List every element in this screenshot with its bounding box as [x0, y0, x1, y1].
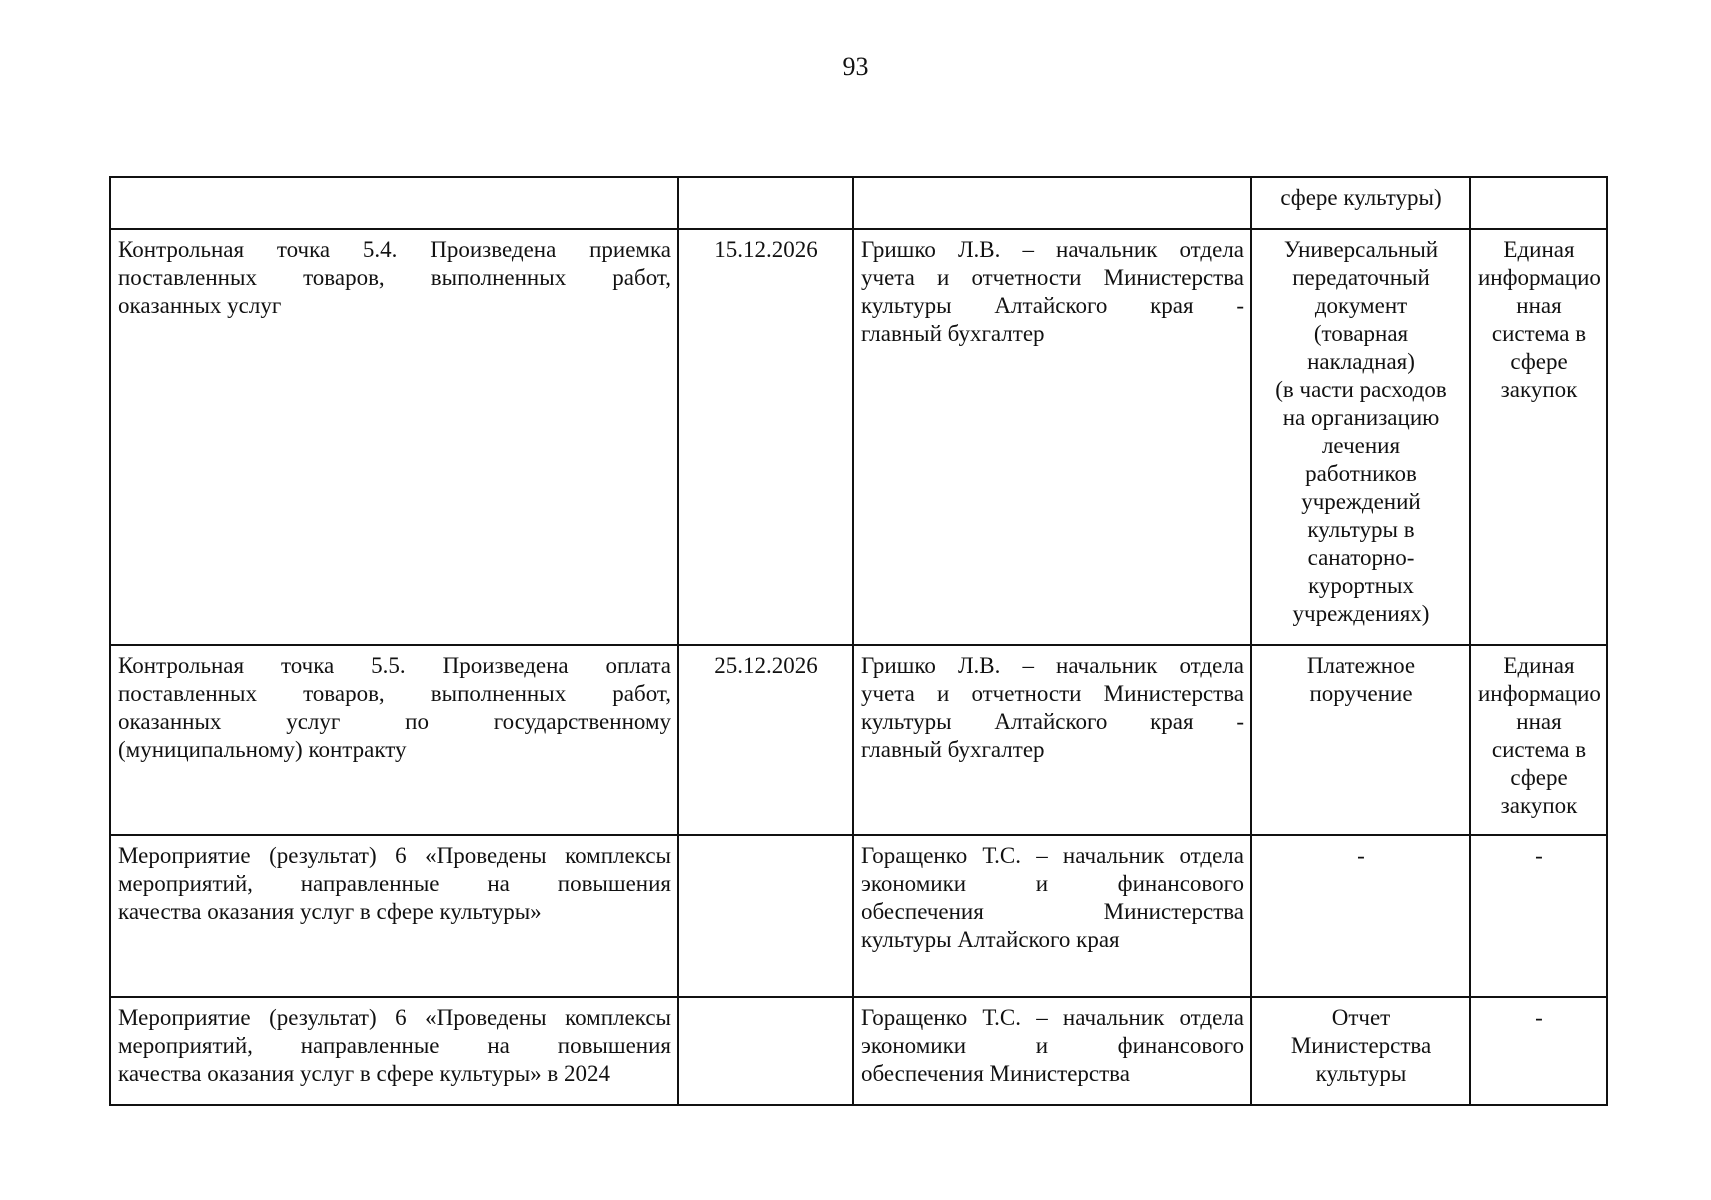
measure-name-line: поставленных товаров, выполненных работ, [118, 265, 671, 290]
document-line: накладная) [1307, 349, 1415, 374]
measure-name-cell [110, 645, 678, 835]
info-system-cell [1470, 997, 1607, 1105]
measure-name-cell [110, 177, 678, 229]
responsible-line: культуры Алтайского края [861, 927, 1120, 952]
responsible-cell [853, 835, 1251, 997]
info-system-line: закупок [1500, 793, 1578, 818]
document-line: (товарная [1313, 321, 1409, 346]
responsible-line: культуры Алтайского края - [861, 709, 1244, 734]
measure-name-cell [110, 835, 678, 997]
responsible-line: Гришко Л.В. – начальник отдела [861, 237, 1244, 262]
table-row [110, 835, 1607, 997]
date-cell [678, 835, 853, 997]
date-cell [678, 229, 853, 645]
responsible-line: учета и отчетности Министерства [861, 681, 1244, 706]
info-system-cell [1470, 177, 1607, 229]
measure-name-cell [110, 229, 678, 645]
info-system-cell [1470, 835, 1607, 997]
info-system-line: система в [1491, 737, 1587, 762]
info-system-line: - [1535, 1005, 1543, 1030]
responsible-line: обеспечения Министерства [861, 899, 1244, 924]
date-cell [678, 997, 853, 1105]
measure-name-line: Мероприятие (результат) 6 «Проведены комплексы [118, 1005, 671, 1030]
measure-name-line: качества оказания услуг в сфере культуры» [118, 899, 542, 924]
responsible-line: главный бухгалтер [861, 321, 1045, 346]
document-line: Универсальный [1283, 237, 1439, 262]
document-line: культуры [1315, 1061, 1407, 1086]
date-value: 25.12.2026 [714, 653, 818, 678]
document-line: Платежное [1306, 653, 1416, 678]
responsible-line: учета и отчетности Министерства [861, 265, 1244, 290]
document-line: курортных [1308, 573, 1414, 598]
info-system-line: Единая [1503, 237, 1575, 262]
info-system-line: Единая [1503, 653, 1575, 678]
responsible-line: Горащенко Т.С. – начальник отдела [861, 843, 1244, 868]
document-line: Министерства [1290, 1033, 1432, 1058]
date-value: 15.12.2026 [714, 237, 818, 262]
measure-name-line: оказанных услуг [118, 293, 282, 318]
responsible-cell [853, 177, 1251, 229]
table-row [110, 229, 1607, 645]
document-cell [1251, 177, 1470, 229]
measure-name-line: Мероприятие (результат) 6 «Проведены комплексы [118, 843, 671, 868]
document-cell [1251, 645, 1470, 835]
date-cell [678, 177, 853, 229]
document-cell [1251, 997, 1470, 1105]
document-line: учреждениях) [1292, 601, 1430, 626]
info-system-line: закупок [1500, 377, 1578, 402]
document-line: поручение [1309, 681, 1413, 706]
measure-name-line: Контрольная точка 5.4. Произведена приемка [118, 237, 671, 262]
responsible-line: культуры Алтайского края - [861, 293, 1244, 318]
measure-name-line: Контрольная точка 5.5. Произведена оплата [118, 653, 671, 678]
responsible-cell [853, 645, 1251, 835]
document-cell [1251, 835, 1470, 997]
document-line: лечения [1321, 433, 1401, 458]
plan-table [109, 176, 1608, 1106]
measure-name-line: оказанных услуг по государственному [118, 709, 671, 734]
responsible-line: Горащенко Т.С. – начальник отдела [861, 1005, 1244, 1030]
info-system-line: информацио [1478, 265, 1601, 290]
document-line: работников [1305, 461, 1417, 486]
document-line: Отчет [1331, 1005, 1391, 1030]
measure-name-line: качества оказания услуг в сфере культуры» в 2024 [118, 1061, 611, 1086]
document-line: (в части расходов [1275, 377, 1447, 402]
responsible-cell [853, 997, 1251, 1105]
responsible-line: экономики и финансового [861, 1033, 1244, 1058]
info-system-line: нная [1516, 709, 1562, 734]
info-system-line: нная [1516, 293, 1562, 318]
measure-name-line: (муниципальному) контракту [118, 737, 407, 762]
table-row [110, 645, 1607, 835]
info-system-cell [1470, 229, 1607, 645]
responsible-cell [853, 229, 1251, 645]
measure-name-line: мероприятий, направленные на повышения [118, 1033, 671, 1058]
measure-name-line: мероприятий, направленные на повышения [118, 871, 671, 896]
info-system-line: - [1535, 843, 1543, 868]
info-system-line: сфере [1510, 765, 1568, 790]
document-line: культуры в [1307, 517, 1415, 542]
responsible-line: обеспечения Министерства [861, 1061, 1130, 1086]
document-line: документ [1314, 293, 1408, 318]
measure-name-cell [110, 997, 678, 1105]
info-system-line: система в [1491, 321, 1587, 346]
document-line: санаторно- [1307, 545, 1415, 570]
document-line: на организацию [1282, 405, 1440, 430]
page-number: 93 [842, 52, 869, 81]
responsible-line: главный бухгалтер [861, 737, 1045, 762]
info-system-cell [1470, 645, 1607, 835]
table-row [110, 997, 1607, 1105]
document-line: передаточный [1292, 265, 1430, 290]
responsible-line: экономики и финансового [861, 871, 1244, 896]
table-row [110, 177, 1607, 229]
responsible-line: Гришко Л.В. – начальник отдела [861, 653, 1244, 678]
info-system-line: информацио [1478, 681, 1601, 706]
document-cell [1251, 229, 1470, 645]
date-cell [678, 645, 853, 835]
document-line: - [1357, 843, 1365, 868]
plan-table-body [110, 177, 1607, 1105]
document-line: учреждений [1301, 489, 1421, 514]
info-system-line: сфере [1510, 349, 1568, 374]
measure-name-line: поставленных товаров, выполненных работ, [118, 681, 671, 706]
document-line: сфере культуры) [1280, 185, 1442, 210]
